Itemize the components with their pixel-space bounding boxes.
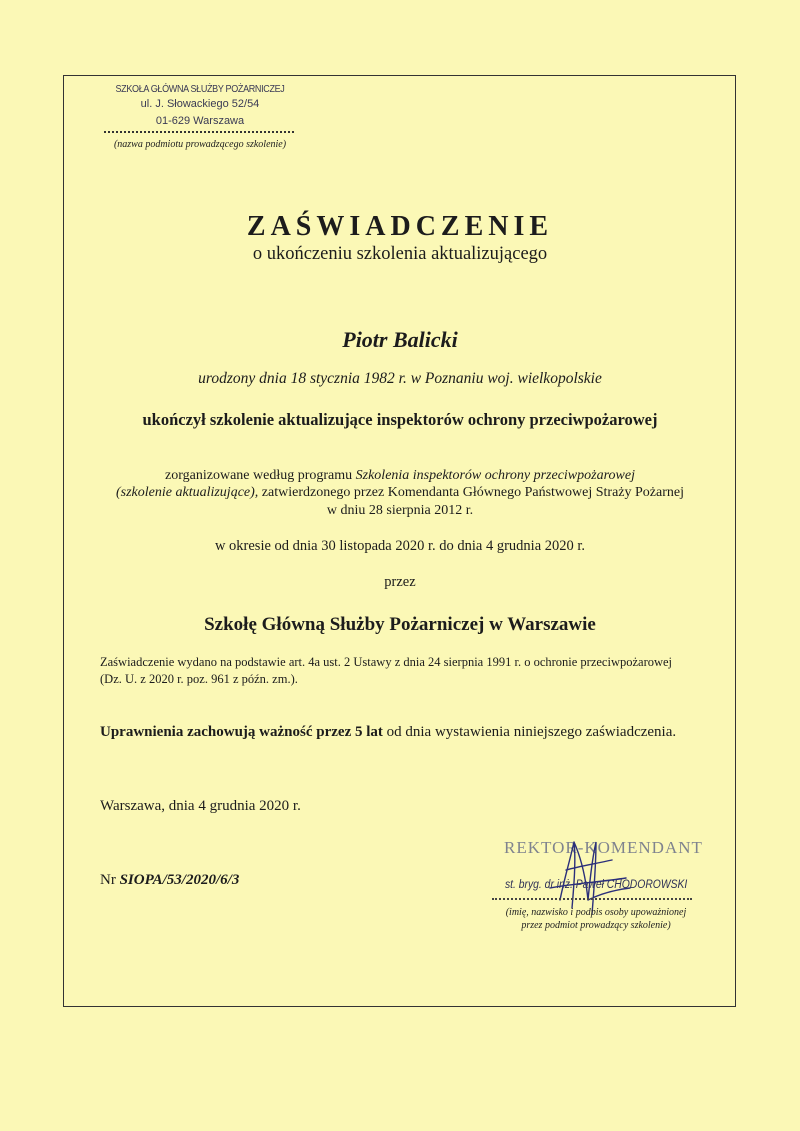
program-line-2 [0,485,800,501]
issuer-street: ul. J. Słowackiego 52/54 [140,98,260,110]
training-period: w okresie od dnia 30 listopada 2020 r. do dnia 4 grudnia 2020 r. [214,538,586,554]
number-value: SIOPA/53/2020/6/3 [119,872,240,888]
program-name: Szkolenia inspektorów ochrony przeciwpożarowej [355,468,635,483]
rector-stamp-title: REKTOR-KOMENDANT [504,838,703,857]
signature-caption [476,906,716,932]
signature-dotted-line [492,896,692,900]
legal-basis-line-2: (Dz. U. z 2020 r. poz. 961 z późn. zm.). [100,672,298,686]
person-name: Piotr Balicki [342,327,458,352]
program-prefix: zorganizowane według programu [165,468,356,483]
issuer-caption: (nazwa podmiotu prowadzącego szkolenie) [113,139,287,150]
document-title: ZAŚWIADCZENIE [246,211,554,242]
certificate-number [100,872,239,889]
birth-details: urodzony dnia 18 stycznia 1982 r. w Poznaniu woj. wielkopolskie [198,370,602,387]
program-approval-date: w dniu 28 sierpnia 2012 r. [326,503,474,518]
signature-caption-line-1: (imię, nazwisko i podpis osoby upoważnionej [505,907,687,918]
validity-bold: Uprawnienia zachowują ważność przez 5 lat [100,724,383,740]
issuer-name: SZKOŁA GŁÓWNA SŁUŻBY POŻARNICZEJ [115,83,285,95]
school-name: Szkołę Główną Służby Pożarniczej w Warszawie [204,614,596,635]
legal-basis-line-1: Zaświadczenie wydano na podstawie art. 4a ust. 2 Ustawy z dnia 24 sierpnia 1991 r. o ochronie przeciwpożarowej [100,655,673,669]
issuer-postal-city: 01-629 Warszawa [155,115,245,127]
number-prefix: Nr [100,872,120,888]
document-subtitle: o ukończeniu szkolenia aktualizującego [252,244,548,264]
issuer-dotted-line [104,125,294,133]
program-approval: zatwierdzonego przez Komendanta Głównego Państwowej Straży Pożarnej [258,485,684,500]
rector-stamp-name: st. bryg. dr inż. Paweł CHODOROWSKI [505,879,688,891]
training-completed: ukończył szkolenie aktualizujące inspektorów ochrony przeciwpożarowej [142,410,658,429]
validity-statement [100,724,676,741]
program-type: (szkolenie aktualizujące), [116,485,259,500]
signature-caption-line-2: przez podmiot prowadzący szkolenie) [521,920,671,931]
issuer-stamp [100,82,300,130]
validity-rest: od dnia wystawienia niniejszego zaświadczenia. [382,724,677,740]
place-and-date: Warszawa, dnia 4 grudnia 2020 r. [100,798,301,814]
program-line-1 [0,468,800,484]
by-word: przez [384,574,416,590]
